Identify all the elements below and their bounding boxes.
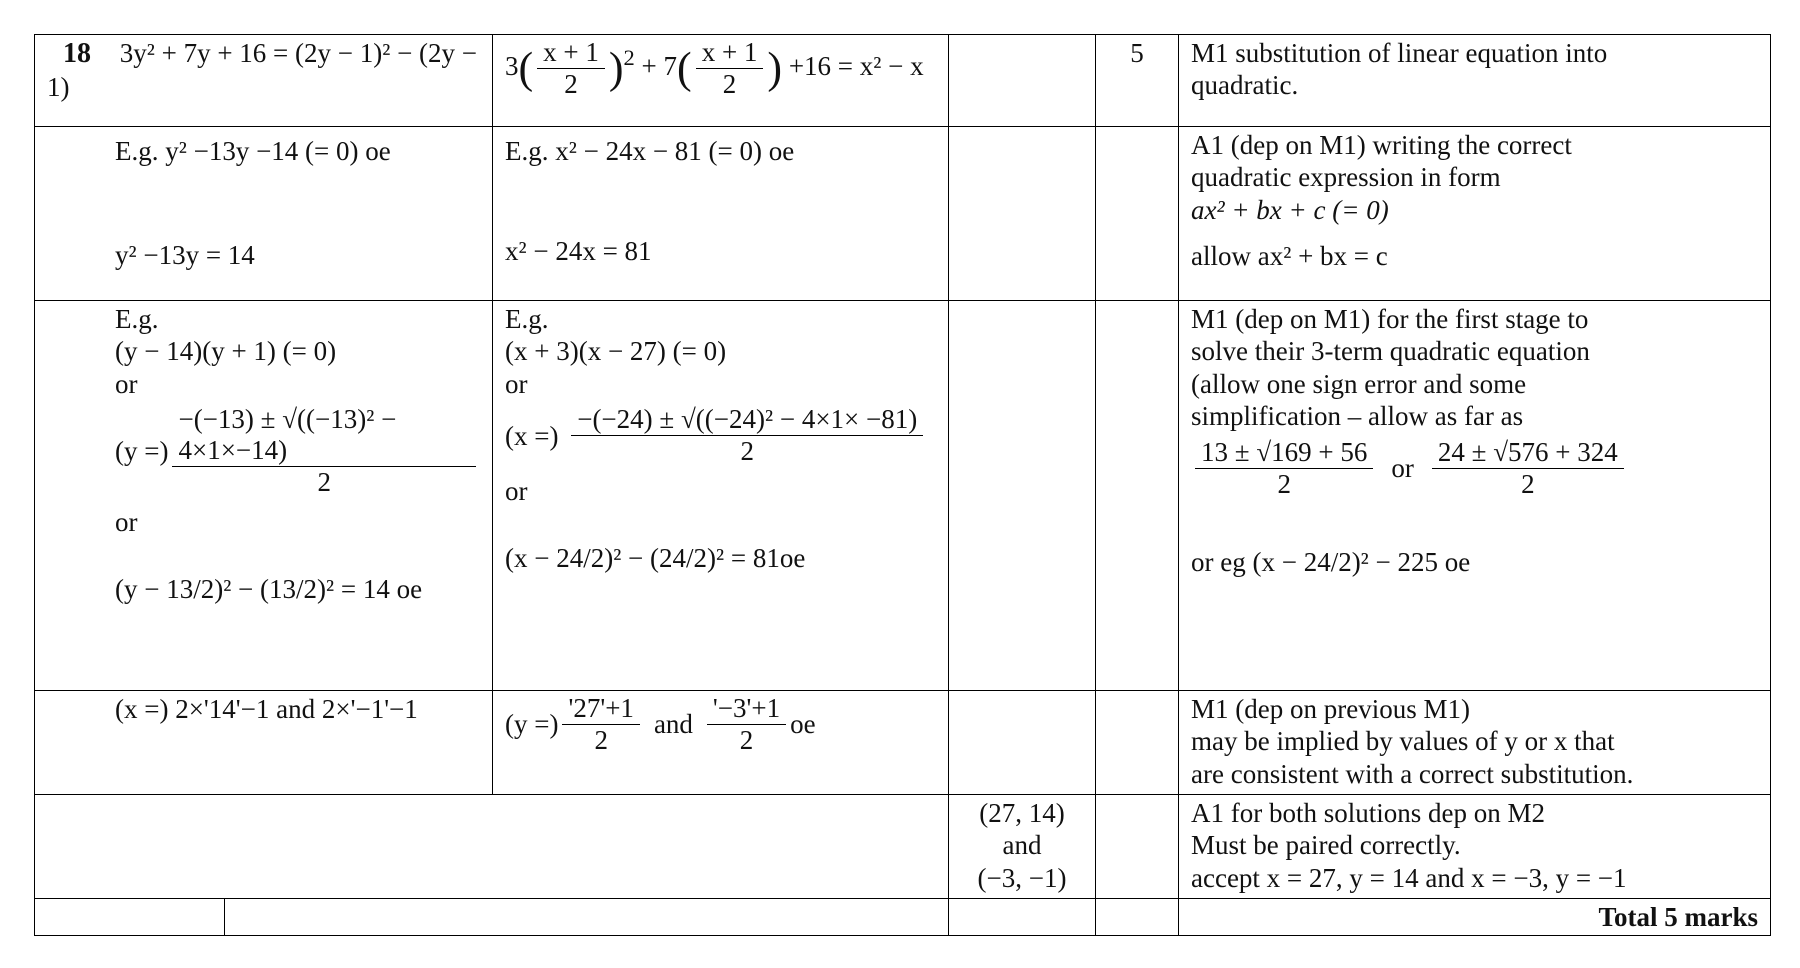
fraction: $\frac{x + 1}{2}$ [537,37,605,100]
mark-cell [1096,795,1179,899]
simplified-fractions: $\frac{13 \pm √169 + 56}{2}$ or $\frac{24 \pm √576 + 324}{2}$ [1191,437,1758,500]
table-row [35,301,1771,691]
working-cell-alt: E.g. x² − 24x − 81 (= 0) oe x² − 24x = 81 [493,127,949,301]
answer-cell: (27, 14) and (−3, −1) [949,795,1096,899]
working-cell [35,35,493,127]
mark-cell [1096,127,1179,301]
table-row [35,35,1771,127]
quadratic-formula: (x =) $\frac{\text{−(−24) ± √((−24)² − 4×1× −81)}}{2}$ [505,404,936,467]
empty-cell [949,899,1096,936]
completing-square-note: or eg (x − 24/2)² − 225 oe [1191,546,1471,577]
notes-cell: M1 substitution of linear equation into quadratic. [1179,35,1771,127]
empty-cell [35,899,225,936]
total-row [35,899,1771,936]
total-marks: Total 5 marks [1179,899,1771,936]
completing-square: (x − 24/2)² − (24/2)² = 81oe [505,542,806,573]
notes-cell: A1 for both solutions dep on M2 Must be paired correctly. accept x = 27, y = 14 and x = −3, y = −1 [1179,795,1771,899]
quadratic-formula: (y =) $\frac{\text{−(−13) ± √((−13)² − 4×1×−14)}}{2}$ [115,404,480,498]
answer-cell [949,691,1096,795]
notes-cell: A1 (dep on M1) writing the correct quadratic expression in form ax² + bx + c (= 0) allow ax² + bx = c [1179,127,1771,301]
mark-cell [1096,301,1179,691]
completing-square: (y − 13/2)² − (13/2)² = 14 oe [115,573,423,604]
working-cell-alt: E.g. (x + 3)(x − 27) (= 0) or (x =) $\frac{\text{−(−24) ± √((−24)² − 4×1× −81)}}{2}$ or (x − 24/2)² − (24/2)² = 81oe [493,301,949,691]
empty-cell [1096,899,1179,936]
notes-cell: M1 (dep on previous M1) may be implied by values of y or x that are consistent with a correct substitution. [1179,691,1771,795]
table-row [35,691,1771,795]
answer-cell [949,35,1096,127]
working-cell: (x =) 2×'14'−1 and 2×'−1'−1 [35,691,493,795]
working-cell-alt: 3( $\frac{x + 1}{2}$ )$^2$ + 7( $\frac{x + 1}{2}$ ) +16 = x² − x [493,35,949,127]
working-cell: E.g. (y − 14)(y + 1) (= 0) or (y =) $\frac{\text{−(−13) ± √((−13)² − 4×1×−14)}}{2}$ or (y − 13/2)² − (13/2)² = 14 oe [35,301,493,691]
working-cell: E.g. y² −13y −14 (= 0) oe y² −13y = 14 [35,127,493,301]
answer-cell [949,301,1096,691]
mark-cell [1096,691,1179,795]
notes-cell: M1 (dep on M1) for the first stage to solve their 3-term quadratic equation (allow one sign error and some simplification – allow as far as $\frac{13 \pm √169 + 56}{2}$ or $\frac{24 \pm √576 + 324}{2}$ or eg (x − 24/2)² − 225 oe [1179,301,1771,691]
answer-cell [949,127,1096,301]
fraction: $\frac{x + 1}{2}$ [696,37,764,100]
table-row [35,127,1771,301]
table-row [35,795,1771,899]
working-cell [35,795,949,899]
question-number: 18 [63,38,91,69]
empty-cell [225,899,949,936]
coef: 3 [505,50,519,81]
working-cell-alt: (y =) $\frac{'27'+1}{2}$ and $\frac{'-3'+1}{2}$ oe [493,691,949,795]
mark-cell: 5 [1096,35,1179,127]
working-equation: 3y² + 7y + 16 = (2y − 1)² − (2y − 1) [47,38,478,102]
mark-scheme-table [34,34,1771,936]
